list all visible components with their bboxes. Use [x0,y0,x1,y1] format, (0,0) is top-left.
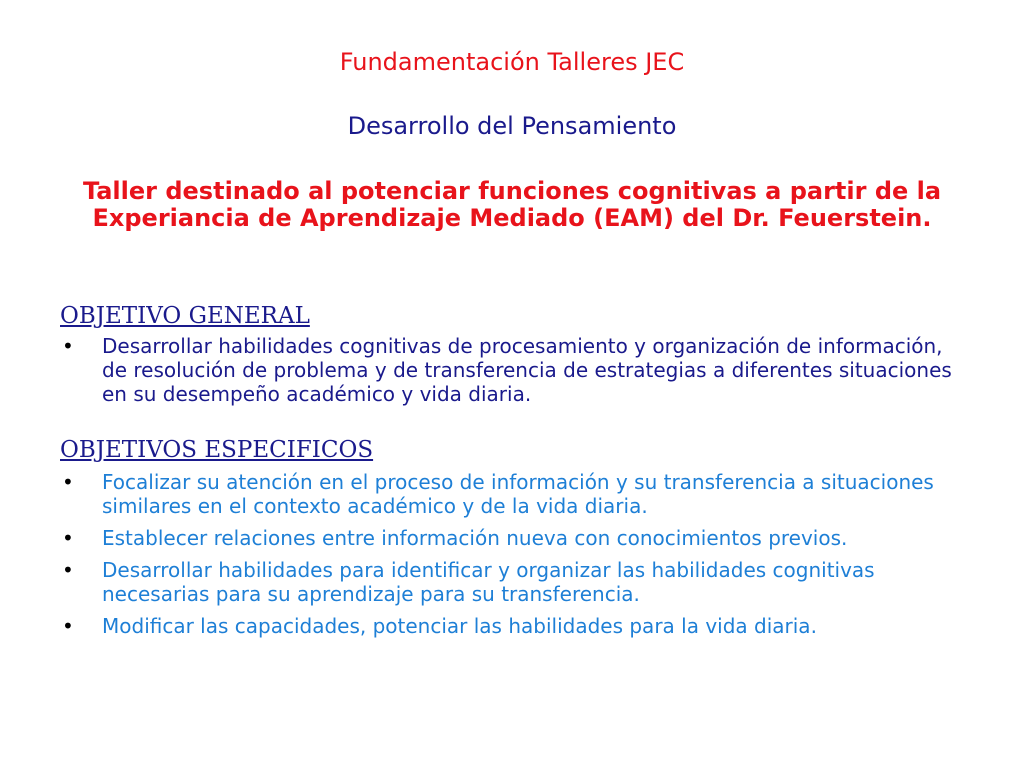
bullet-icon: • [62,526,74,550]
slide-title: Fundamentación Talleres JEC [339,48,685,76]
bullet-icon: • [62,558,74,582]
list-item-text: Desarrollar habilidades para identificar y organizar las habilidades cognitivas necesarias para su aprendizaje para su transferencia. [102,558,875,606]
intro-paragraph: Taller destinado al potenciar funciones cognitivas a partir de la Experiancia de Aprendizaje Mediado (EAM) del Dr. Feuerstein. [82,177,942,232]
list-item [60,334,960,406]
bullet-icon: • [62,470,74,494]
list-objetivos-especificos [60,470,960,646]
bullet-icon: • [62,334,74,358]
list-item [60,558,960,606]
list-objetivo-general [60,334,960,414]
list-item-text: Modificar las capacidades, potenciar las habilidades para la vida diaria. [102,614,817,638]
list-item [60,526,960,550]
bullet-icon: • [62,614,74,638]
list-item [60,470,960,518]
list-item-text: Desarrollar habilidades cognitivas de procesamiento y organización de información, de resolución de problema y de transferencia de estrategias a diferentes situaciones en su desempeño académico y vida diaria. [102,334,952,406]
list-item-text: Establecer relaciones entre información nueva con conocimientos previos. [102,526,848,550]
list-item-text: Focalizar su atención en el proceso de información y su transferencia a situaciones similares en el contexto académico y de la vida diaria. [102,470,934,518]
heading-objetivo-general: OBJETIVO GENERAL [60,303,310,329]
list-item [60,614,960,638]
heading-objetivos-especificos: OBJETIVOS ESPECIFICOS [60,437,374,463]
slide-subtitle: Desarrollo del Pensamiento [347,112,677,140]
